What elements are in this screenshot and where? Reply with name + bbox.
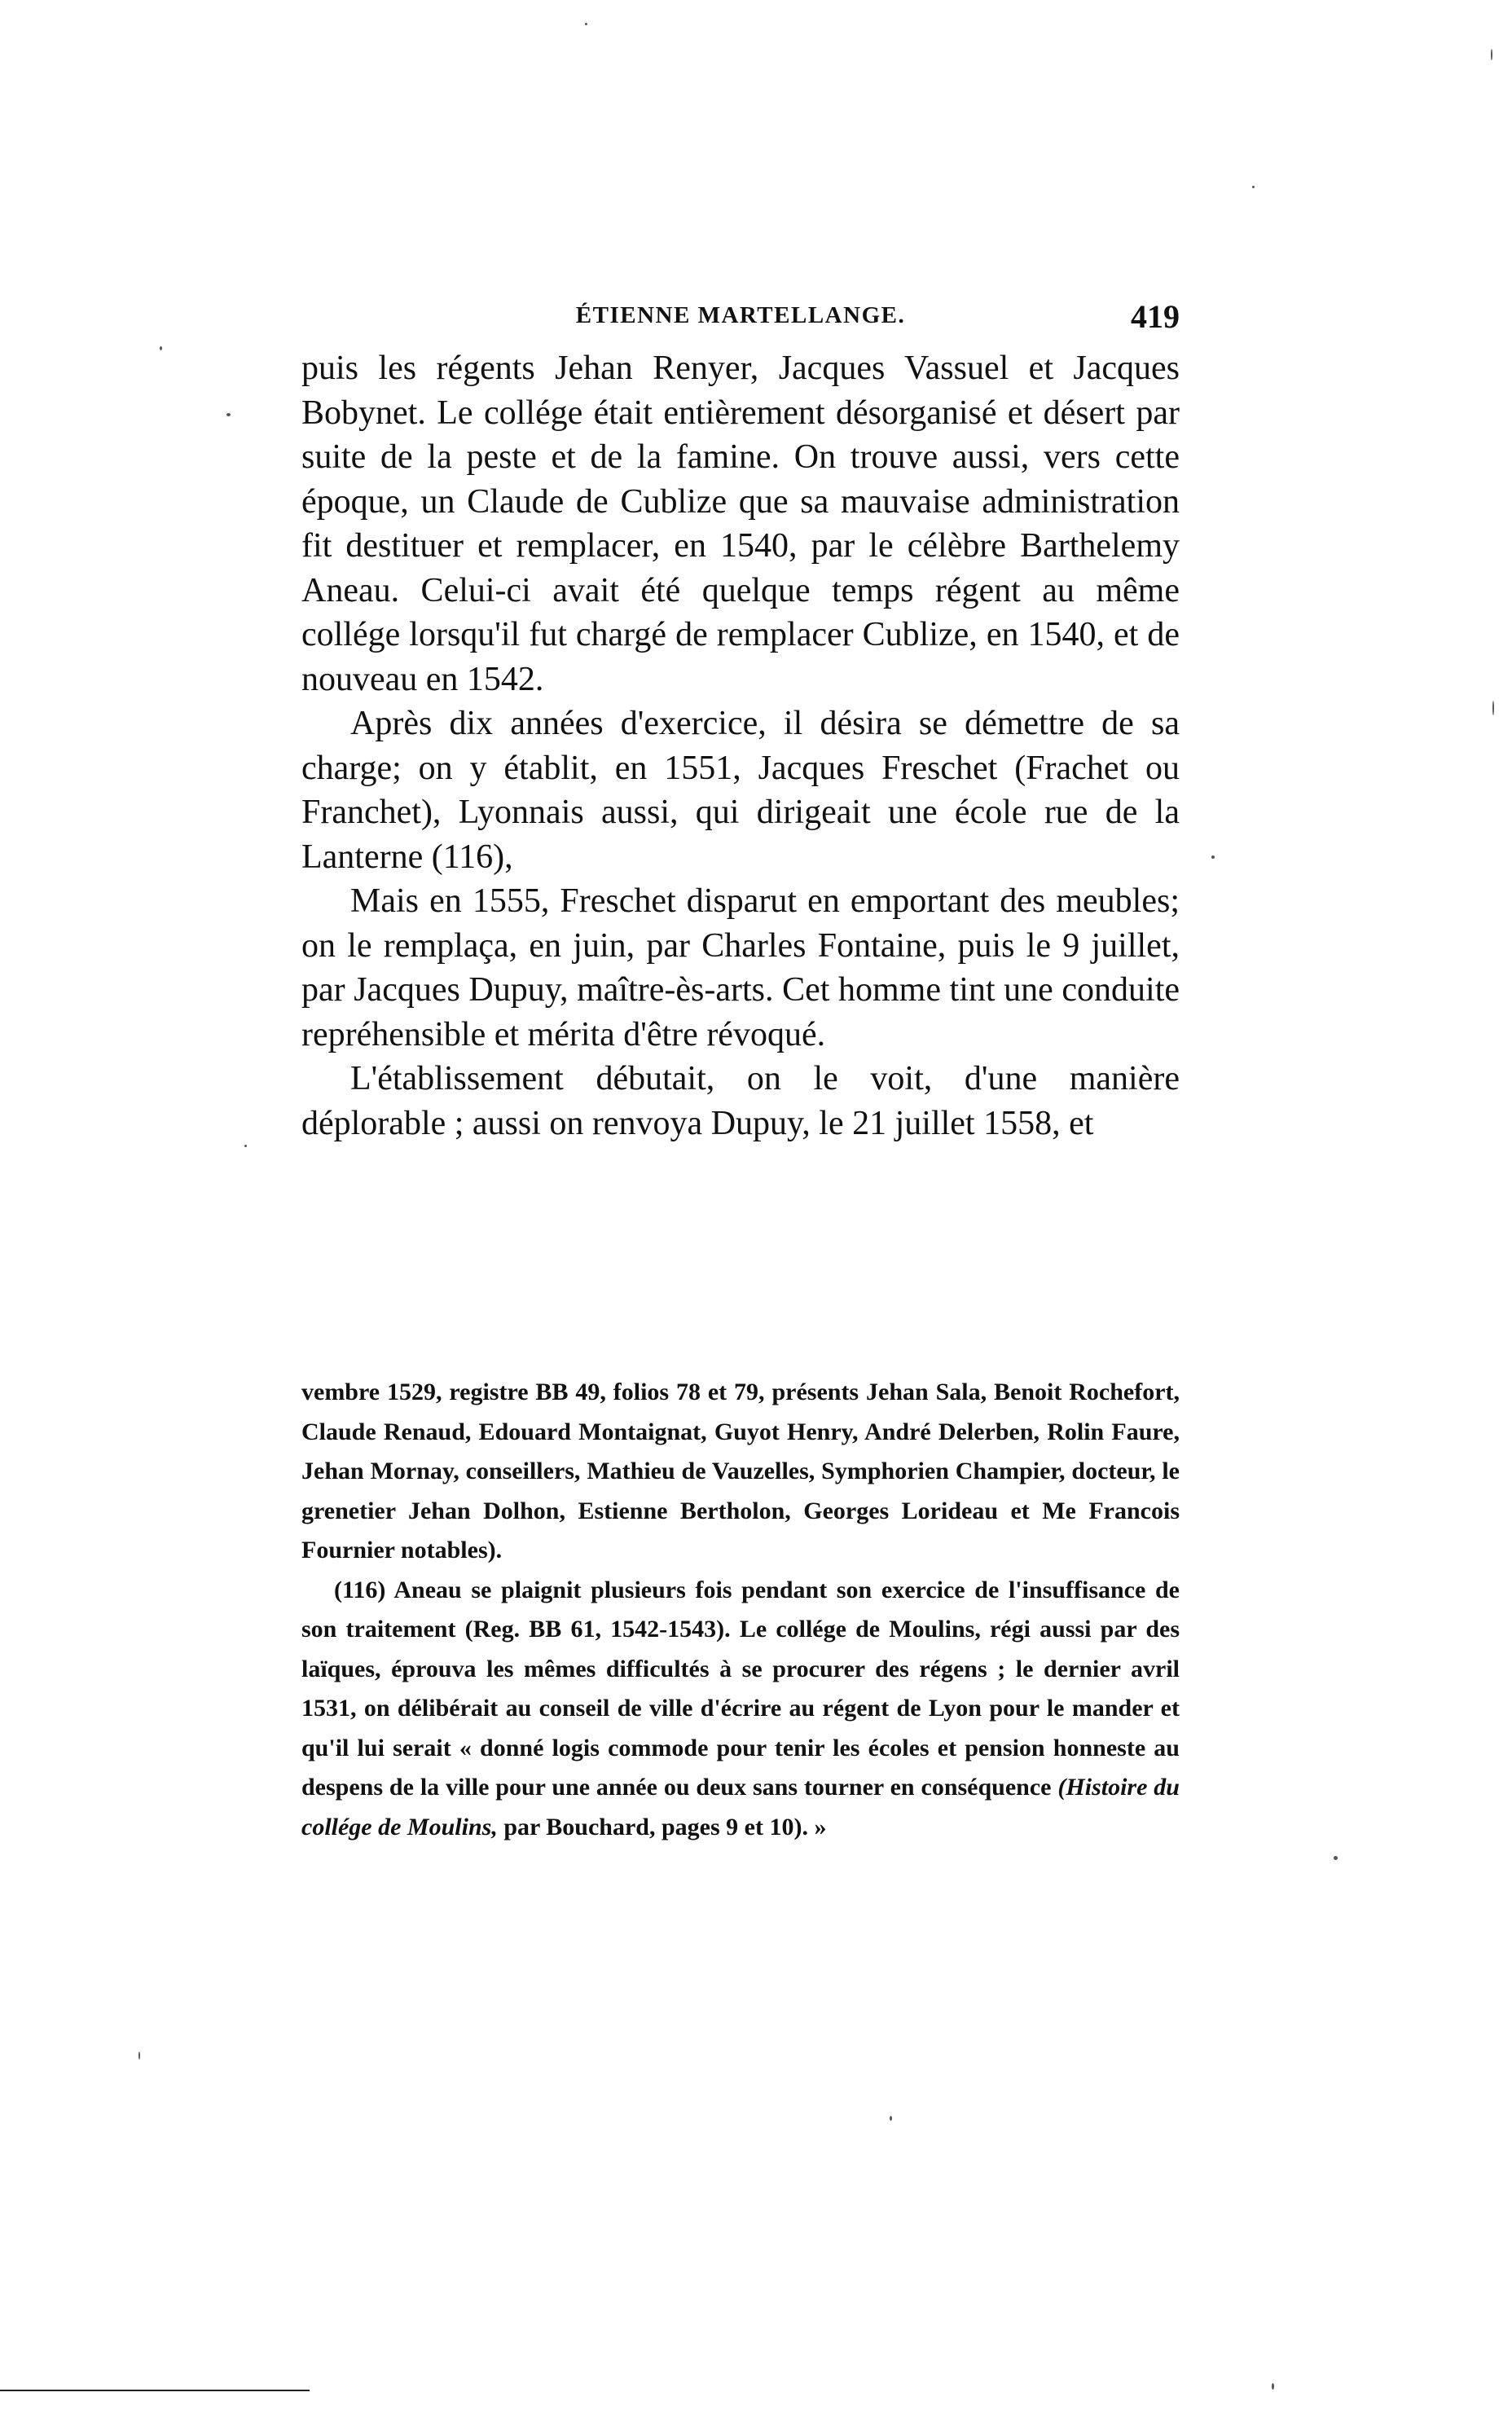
footnote-116-text: (116) Aneau se plaignit plusieurs fois pendant son exercice de l'insuffisance de son traitement (Reg. BB 61, 1542-1543). Le collége de Moulins, régi aussi par des laïques, éprouva les mêmes difficultés à se procurer des régens ; le dernier avril 1531, on délibérait au conseil de ville d'écrire au régent de Lyon pour le mander et qu'il lui serait « donné logis commode pour tenir les écoles et pension honneste au despens de la ville pour une année ou deux sans tourner en conséquence xyxy=(301,1576,1180,1801)
footnote-continuation: vembre 1529, registre BB 49, folios 78 et 79, présents Jehan Sala, Benoit Rochefort, Claude Renaud, Edouard Montaignat, Guyot Henry, André Delerben, Rolin Faure, Jehan Mornay, conseillers, Mathieu de Vauzelles, Symphorien Champier, docteur, le grenetier Jehan Dolhon, Estienne Bertholon, Georges Lorideau et Me Francois Fournier notables). xyxy=(301,1379,1180,1563)
main-text xyxy=(301,346,1180,1146)
scan-edge-rule xyxy=(0,2390,310,2391)
footnote-116-citation: par Bouchard, pages 9 et 10). » xyxy=(497,1813,827,1840)
scan-speck xyxy=(1491,49,1492,60)
footnote-116-book-title: (Histoire du collége de Moulins, xyxy=(301,1774,1180,1840)
page-number: 419 xyxy=(1131,298,1180,335)
paragraph-1: puis les régents Jehan Renyer, Jacques Vassuel et Jacques Bobynet. Le collége était entièrement désorganisé et désert par suite de la peste et de la famine. On trouve aussi, vers cette époque, un Claude de Cublize que sa mauvaise administration fit destituer et remplacer, en 1540, par le célèbre Barthelemy Aneau. Celui-ci avait été quelque temps régent au même collége lorsqu'il fut chargé de remplacer Cublize, en 1540, et de nouveau en 1542. xyxy=(301,350,1180,698)
scan-speck xyxy=(890,2116,892,2121)
paragraph-2: Après dix années d'exercice, il désira se démettre de sa charge; on y établit, en 1551, Jacques Freschet (Frachet ou Franchet), Lyonnais aussi, qui dirigeait une école rue de la Lanterne (116), xyxy=(301,705,1180,876)
scan-speck xyxy=(244,1145,247,1147)
footnotes xyxy=(301,1373,1180,1847)
footnote-116 xyxy=(301,1571,1180,1848)
scan-speck xyxy=(1492,701,1494,715)
scan-speck xyxy=(1211,855,1215,859)
scan-speck xyxy=(585,23,587,25)
scan-speck xyxy=(226,413,231,416)
scan-speck xyxy=(160,346,162,350)
running-head xyxy=(301,297,1180,338)
scan-speck xyxy=(138,2052,140,2060)
running-title: ÉTIENNE MARTELLANGE. xyxy=(575,302,906,328)
paragraph-4: L'établissement débutait, on le voit, d'une manière déplorable ; aussi on renvoya Dupuy, le 21 juillet 1558, et xyxy=(301,1060,1180,1142)
scan-speck xyxy=(1334,1856,1338,1860)
scan-speck xyxy=(1252,186,1255,188)
paragraph-3: Mais en 1555, Freschet disparut en emportant des meubles; on le remplaça, en juin, par Charles Fontaine, puis le 9 juillet, par Jacques Dupuy, maître-ès-arts. Cet homme tint une conduite repréhensible et mérita d'être révoqué. xyxy=(301,882,1180,1053)
scan-speck xyxy=(1272,2383,1274,2390)
